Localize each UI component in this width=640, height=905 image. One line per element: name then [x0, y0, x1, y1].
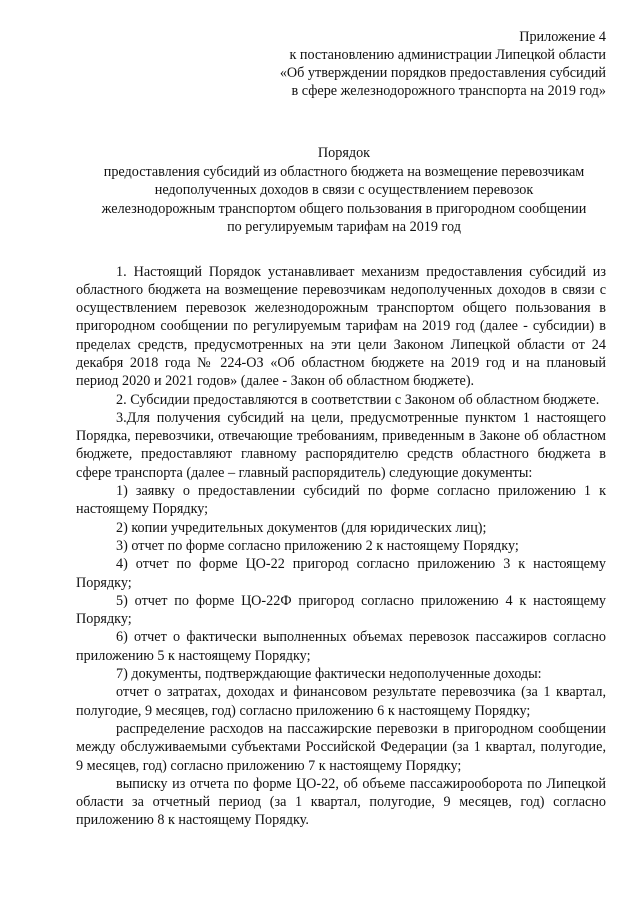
paragraph-1-scope: 1. Настоящий Порядок устанавливает механизм предоставления субсидий из областного бюджета на возмещение перевозчикам недополученных доходов в связи с осуществлением перевозок железнодорожным транспортом общего пользования в пригородном сообщении по регулируемым тарифам на 2019 год (далее - субсидии) в пределах средств, предусмотренных на эти цели Законом Липецкой области от 24 декабря 2018 года № 224-ОЗ «Об областном бюджете на 2019 год и на плановый период 2020 и 2021 годов» (далее - Закон об областном бюджете).	[76, 263, 606, 390]
appendix-resolution-ref: к постановлению администрации Липецкой области	[289, 47, 606, 63]
paragraph-3-documents: 3.Для получения субсидий на цели, предусмотренные пунктом 1 настоящего Порядка, перевозчики, отвечающие требованиям, приведенным в Законе об областном бюджете, предоставляют главному распорядителю средств областного бюджета в сфере транспорта (далее – главный распорядитель) следующие документы:	[76, 409, 606, 481]
list-item-1: 1) заявку о предоставлении субсидий по форме согласно приложению 1 к настоящему Порядку;	[76, 483, 606, 518]
document-body	[76, 263, 606, 830]
appendix-header	[76, 28, 606, 100]
title-line-2: недополученных доходов в связи с осуществлением перевозок	[154, 182, 534, 198]
list-item-5: 5) отчет по форме ЦО-22Ф пригород согласно приложению 4 к настоящему Порядку;	[76, 592, 606, 628]
list-item-2: 2) копии учредительных документов (для юридических лиц);	[116, 519, 487, 536]
sub-item-expense-distribution: распределение расходов на пассажирские перевозки в пригородном сообщении между обслуживаемыми субъектами Российской Федерации (за 1 квартал, полугодие, 9 месяцев, год) согласно приложению 7 к настоящему Порядку;	[76, 720, 606, 774]
appendix-resolution-title-1: «Об утверждении порядков предоставления субсидий	[279, 65, 606, 81]
paragraph-2-basis: 2. Субсидии предоставляются в соответствии с Законом об областном бюджете.	[116, 391, 600, 408]
title-line-1: предоставления субсидий из областного бюджета на возмещение перевозчикам	[103, 163, 585, 180]
list-item-4: 4) отчет по форме ЦО-22 пригород согласно приложению 3 к настоящему Порядку;	[76, 556, 606, 591]
sub-item-costs-report: отчет о затратах, доходах и финансовом результате перевозчика (за 1 квартал, полугодие, 9 месяцев, год) согласно приложению 6 к настоящему Порядку;	[76, 684, 606, 719]
title-line-4: по регулируемым тарифам на 2019 год	[227, 219, 461, 235]
title-line-3: железнодорожным транспортом общего пользования в пригородном сообщении	[101, 200, 587, 217]
document-title	[78, 144, 610, 237]
list-item-3: 3) отчет по форме согласно приложению 2 к настоящему Порядку;	[116, 537, 519, 554]
list-item-7: 7) документы, подтверждающие фактически недополученные доходы:	[116, 666, 542, 683]
list-item-6: 6) отчет о фактически выполненных объемах перевозок пассажиров согласно приложению 5 к настоящему Порядку;	[76, 629, 606, 664]
appendix-number: Приложение 4	[519, 29, 606, 45]
sub-item-passenger-turnover: выписку из отчета по форме ЦО-22, об объеме пассажирооборота по Липецкой области за отчетный период (за 1 квартал, полугодие, 9 месяцев, год) согласно приложению 8 к настоящему Порядку.	[76, 775, 606, 829]
appendix-resolution-title-2: в сфере железнодорожного транспорта на 2019 год»	[291, 83, 606, 99]
title-heading: Порядок	[317, 145, 371, 161]
